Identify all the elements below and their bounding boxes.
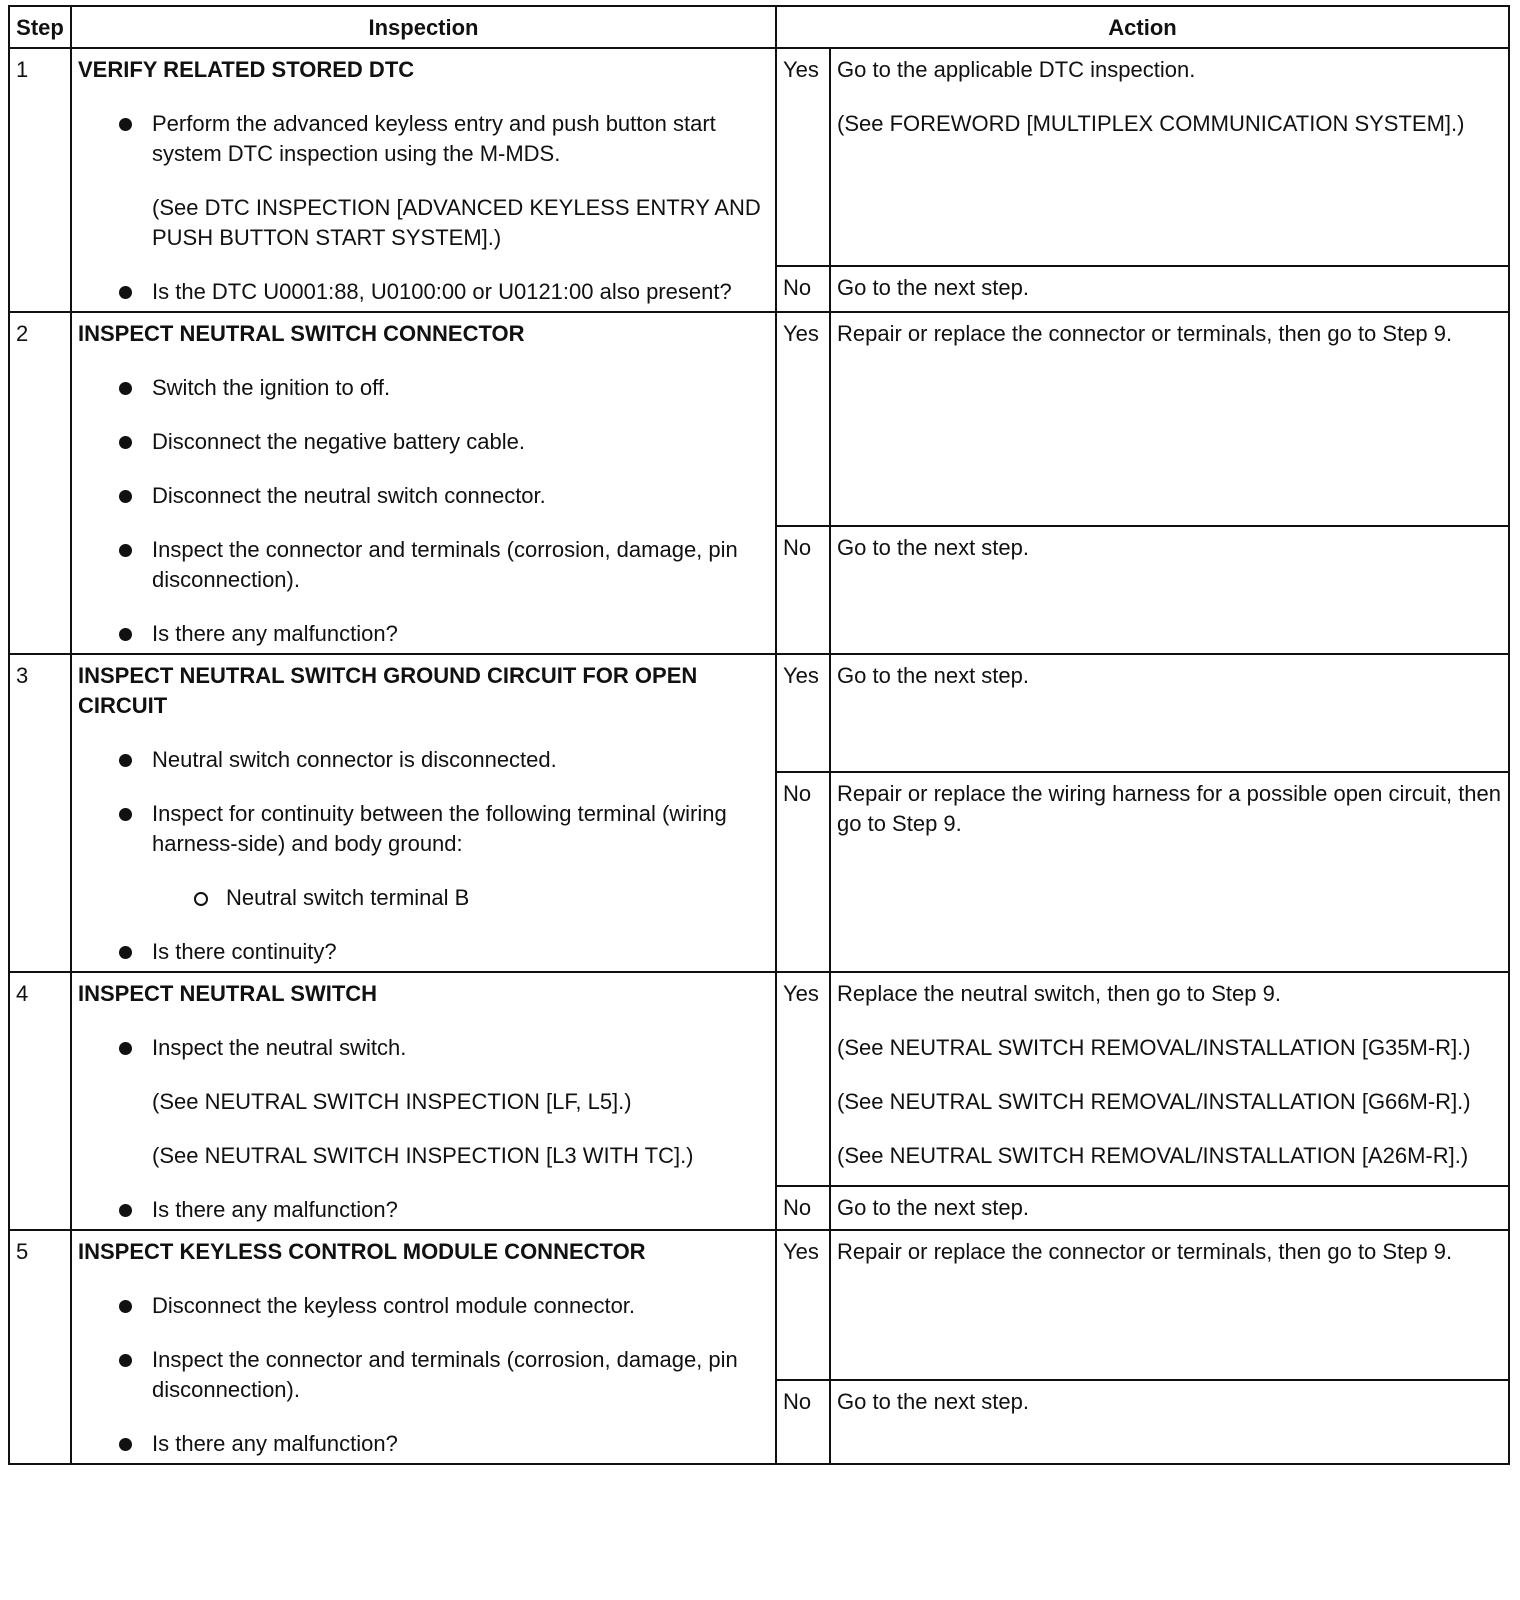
bullet-list xyxy=(78,745,769,967)
table-row xyxy=(9,972,1509,1186)
list-item xyxy=(78,745,769,775)
step-4 xyxy=(9,972,1509,1230)
bullet-list xyxy=(78,109,769,307)
step-1 xyxy=(9,48,1509,312)
step-number: 4 xyxy=(9,972,71,1230)
action-text: Repair or replace the wiring harness for a possible open circuit, then go to Step 9. xyxy=(837,781,1502,836)
inspection-cell xyxy=(71,1230,776,1464)
action-text: (See NEUTRAL SWITCH REMOVAL/INSTALLATION [G35M-R].) xyxy=(837,1035,1471,1060)
step-title: INSPECT NEUTRAL SWITCH CONNECTOR xyxy=(78,321,525,346)
step-title: INSPECT NEUTRAL SWITCH GROUND CIRCUIT FOR OPEN CIRCUIT xyxy=(78,663,698,718)
step-3 xyxy=(9,654,1509,972)
yes-action-cell xyxy=(830,972,1509,1186)
list-item xyxy=(78,937,769,967)
no-action-cell xyxy=(830,772,1509,972)
bullet-text: Is the DTC U0001:88, U0100:00 or U0121:00 also present? xyxy=(152,279,732,304)
list-item xyxy=(78,1195,769,1225)
inspection-cell xyxy=(71,654,776,972)
step-title: INSPECT KEYLESS CONTROL MODULE CONNECTOR xyxy=(78,1239,646,1264)
list-item: Is there any malfunction? xyxy=(78,1429,769,1459)
yes-label: Yes xyxy=(776,972,830,1186)
no-action-cell xyxy=(830,1380,1509,1464)
yes-label: Yes xyxy=(776,48,830,266)
reference-note: (See DTC INSPECTION [ADVANCED KEYLESS ENTRY AND PUSH BUTTON START SYSTEM].) xyxy=(152,195,761,250)
table-header-row xyxy=(9,6,1509,48)
step-number: 5 xyxy=(9,1230,71,1464)
no-label: No xyxy=(776,772,830,972)
reference-note: (See NEUTRAL SWITCH INSPECTION [LF, L5].) xyxy=(152,1089,632,1114)
no-label: No xyxy=(776,1186,830,1230)
action-text: Go to the next step. xyxy=(837,275,1030,300)
bullet-list xyxy=(78,1033,769,1225)
list-item: Switch the ignition to off. xyxy=(78,373,769,403)
list-item: Inspect the connector and terminals (corrosion, damage, pin disconnection). xyxy=(78,535,769,595)
list-item xyxy=(78,1033,769,1171)
inspection-cell xyxy=(71,972,776,1230)
header-action: Action xyxy=(776,6,1509,48)
table-row xyxy=(9,48,1509,266)
sub-list-item: Neutral switch terminal B xyxy=(152,883,769,913)
bullet-text: Is there continuity? xyxy=(152,939,337,964)
step-number: 3 xyxy=(9,654,71,972)
action-text: Go to the next step. xyxy=(837,663,1030,688)
list-item: Disconnect the negative battery cable. xyxy=(78,427,769,457)
table-row xyxy=(9,312,1509,526)
bullet-list xyxy=(78,1291,769,1459)
yes-action-cell xyxy=(830,48,1509,266)
inspection-cell xyxy=(71,312,776,654)
list-item xyxy=(78,109,769,253)
header-step: Step xyxy=(9,6,71,48)
step-2 xyxy=(9,312,1509,654)
sub-list xyxy=(152,883,769,913)
no-action-cell xyxy=(830,1186,1509,1230)
table-row xyxy=(9,1230,1509,1380)
step-title: VERIFY RELATED STORED DTC xyxy=(78,57,415,82)
action-text: Replace the neutral switch, then go to Step 9. xyxy=(837,981,1281,1006)
header-inspection: Inspection xyxy=(71,6,776,48)
list-item: Is there any malfunction? xyxy=(78,619,769,649)
list-item: Inspect the connector and terminals (corrosion, damage, pin disconnection). xyxy=(78,1345,769,1405)
yes-action-cell xyxy=(830,1230,1509,1380)
list-item xyxy=(78,799,769,913)
list-item xyxy=(78,277,769,307)
inspection-cell xyxy=(71,48,776,312)
bullet-text: Inspect the neutral switch. xyxy=(152,1035,407,1060)
step-number: 1 xyxy=(9,48,71,312)
yes-action-cell xyxy=(830,654,1509,772)
bullet-text: Neutral switch connector is disconnected. xyxy=(152,747,557,772)
action-text: Repair or replace the connector or terminals, then go to Step 9. xyxy=(837,321,1453,346)
step-title: INSPECT NEUTRAL SWITCH xyxy=(78,981,378,1006)
list-item: Disconnect the neutral switch connector. xyxy=(78,481,769,511)
no-label: No xyxy=(776,526,830,654)
step-5 xyxy=(9,1230,1509,1464)
table-row xyxy=(9,654,1509,772)
bullet-text: Inspect for continuity between the following terminal (wiring harness-side) and body ground: xyxy=(152,801,727,856)
action-text: (See NEUTRAL SWITCH REMOVAL/INSTALLATION [A26M-R].) xyxy=(837,1143,1469,1168)
action-text: Go to the next step. xyxy=(837,1194,1030,1220)
reference-note: (See NEUTRAL SWITCH INSPECTION [L3 WITH TC].) xyxy=(152,1143,694,1168)
action-text: Go to the next step. xyxy=(837,1389,1030,1414)
bullet-text: Is there any malfunction? xyxy=(152,1197,398,1222)
inspection-procedure-table xyxy=(8,5,1510,1465)
list-item: Disconnect the keyless control module connector. xyxy=(78,1291,769,1321)
no-label: No xyxy=(776,266,830,312)
action-text: Repair or replace the connector or terminals, then go to Step 9. xyxy=(837,1239,1453,1264)
action-text: (See NEUTRAL SWITCH REMOVAL/INSTALLATION [G66M-R].) xyxy=(837,1089,1471,1114)
step-number: 2 xyxy=(9,312,71,654)
action-text: Go to the applicable DTC inspection. xyxy=(837,57,1196,82)
action-text: Go to the next step. xyxy=(837,535,1030,560)
yes-label: Yes xyxy=(776,1230,830,1380)
no-label: No xyxy=(776,1380,830,1464)
bullet-text: Perform the advanced keyless entry and push button start system DTC inspection using the M-MDS. xyxy=(152,111,716,166)
no-action-cell xyxy=(830,266,1509,312)
action-text: (See FOREWORD [MULTIPLEX COMMUNICATION SYSTEM].) xyxy=(837,111,1465,136)
yes-action-cell xyxy=(830,312,1509,526)
yes-label: Yes xyxy=(776,312,830,526)
yes-label: Yes xyxy=(776,654,830,772)
bullet-list xyxy=(78,373,769,649)
no-action-cell xyxy=(830,526,1509,654)
